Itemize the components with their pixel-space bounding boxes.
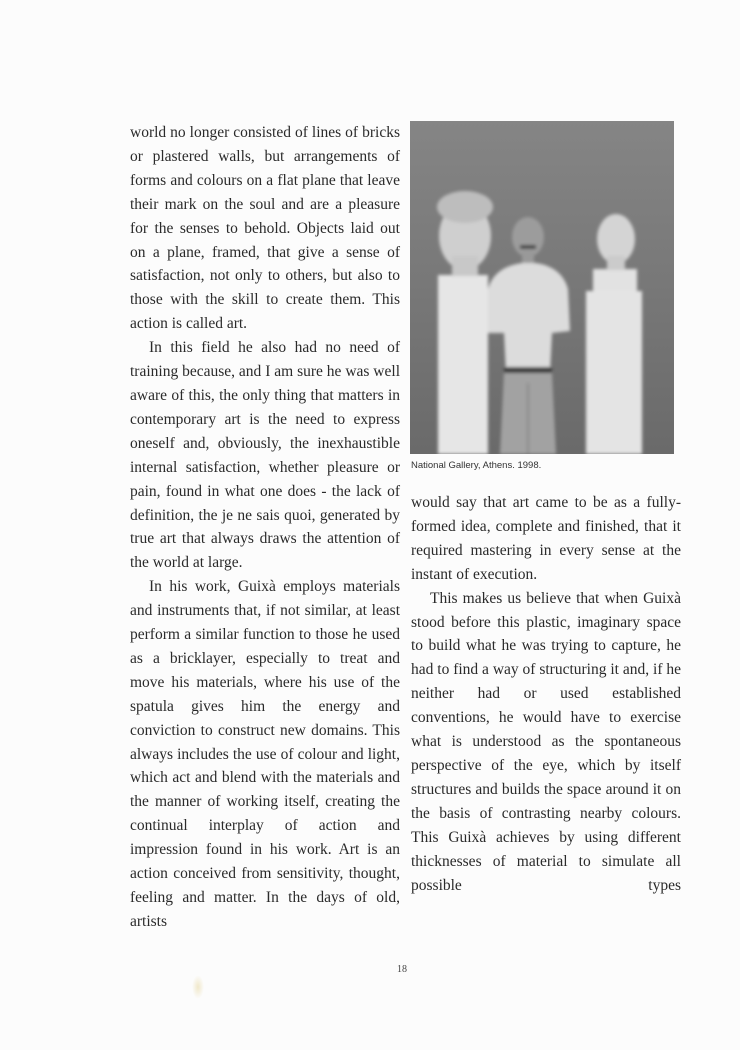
paragraph: In his work, Guixà employs materials and instruments that, if not similar, at least perform a similar function to those he used as a bricklayer, especially to treat and move his materials, where his use of the spatula gives him the energy and conviction to construct new domains. This always includes the use of colour and light, which act and blend with the materials and the manner of working itself, creating the continual interplay of action and impression found in his work. Art is an action conceived from sensitivity, thought, feeling and matter. In the days of old, artists <box>130 578 400 930</box>
right-pedestal <box>593 269 637 291</box>
paragraph: In this field he also had no need of training because, and I am sure he was well aware of this, the only thing that matters in contemporary art is the need to express oneself and, obviously, the inexhaustible internal satisfaction, whether pleasure or pain, found in what one does - the lack of definition, the je ne sais quoi, generated by true art that always draws the attention of the world at large. <box>130 339 400 572</box>
page-number: 18 <box>397 964 407 975</box>
paragraph: world no longer consisted of lines of bricks or plastered walls, but arrangements of forms and colours on a flat plane that leave their mark on the soul and are a pleasure for the senses to behold. Objects laid out on a plane, framed, that give a sense of satisfaction, not only to others, but also to those with the skill to create them. This action is called art. <box>130 124 400 333</box>
photograph <box>410 121 674 454</box>
photo-image <box>410 121 674 454</box>
left-text-column <box>130 121 400 934</box>
left-pedestal <box>438 275 488 454</box>
right-text-column <box>411 491 681 897</box>
paragraph: would say that art came to be as a fully-formed idea, complete and finished, that it required mastering in every sense at the instant of execution. <box>411 494 681 583</box>
paper-stain <box>192 975 204 999</box>
paragraph: This makes us believe that when Guixà stood before this plastic, imaginary space to build what he was trying to capture, he had to find a way of structuring it and, if he neither had or used established conventions, he would have to exercise what is understood as the spontaneous perspective of the eye, which by itself structures and builds the space around it on the basis of contrasting nearby colours. This Guixà achieves by using different thicknesses of material to simulate all possible types <box>411 589 681 894</box>
photo-caption: National Gallery, Athens. 1998. <box>411 460 542 471</box>
